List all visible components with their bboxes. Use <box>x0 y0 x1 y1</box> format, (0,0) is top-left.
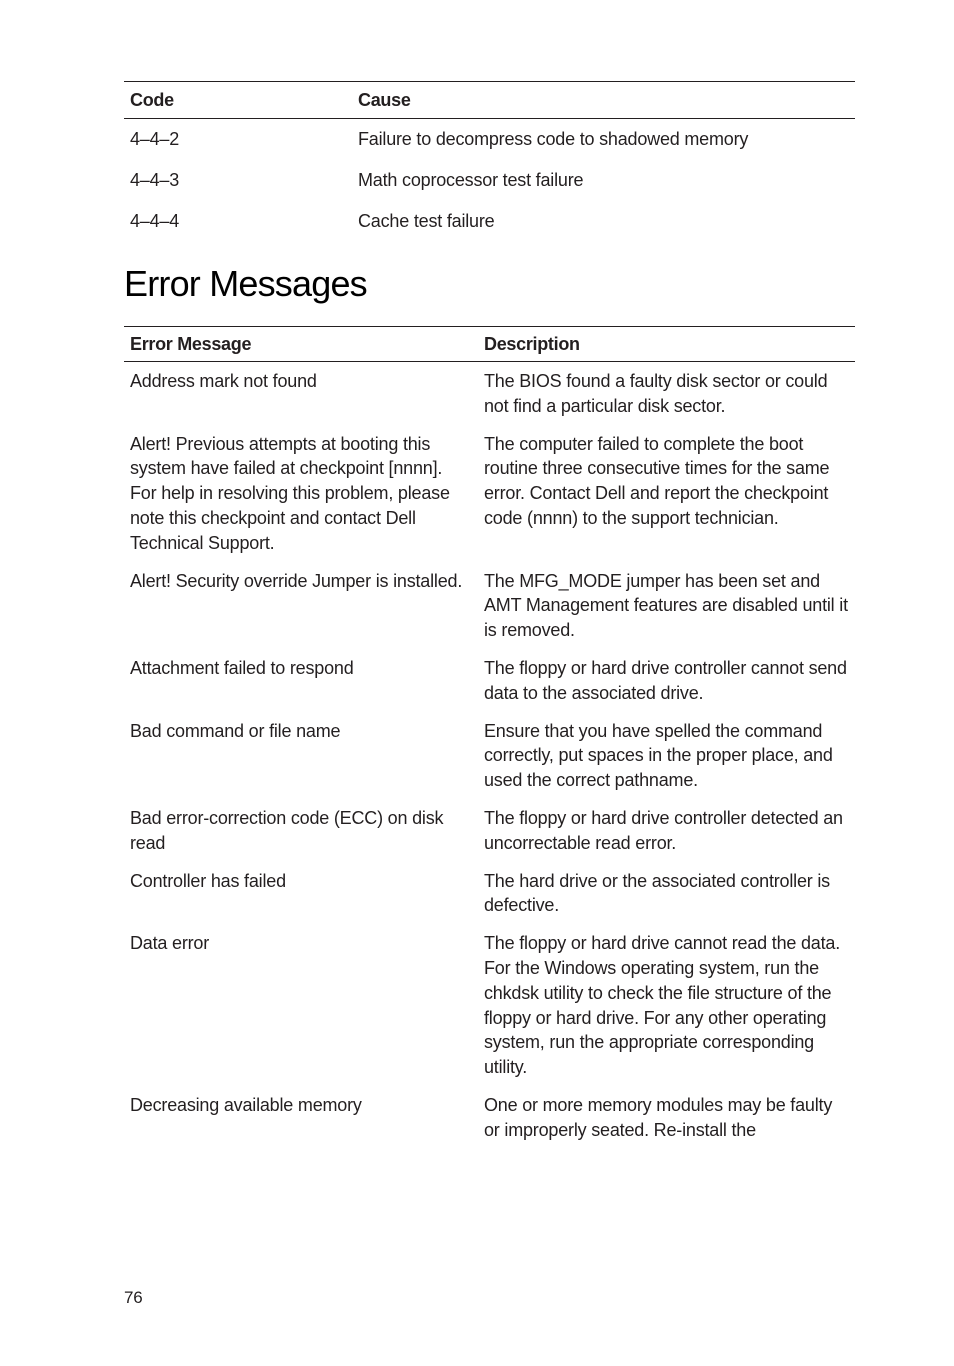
code-cell: 4–4–3 <box>130 170 180 190</box>
section-title: Error Messages <box>124 263 367 304</box>
page-content <box>124 81 855 1150</box>
table-row <box>124 160 855 201</box>
error-message-cell: Bad error-correction code (ECC) on disk read <box>130 807 444 853</box>
description-cell: The computer failed to complete the boot routine three consecutive times for the same error. Contact Dell and report the checkpoint code (nnnn) to the support technician. <box>484 433 830 528</box>
cause-cell: Cache test failure <box>358 211 495 231</box>
error-message-cell: Bad command or file name <box>130 720 341 741</box>
code-cell: 4–4–4 <box>130 211 180 231</box>
table-row <box>124 1087 855 1150</box>
page-number: 76 <box>124 1288 143 1307</box>
column-header-error-message: Error Message <box>124 327 478 362</box>
error-message-cell: Attachment failed to respond <box>130 657 354 678</box>
table-row <box>124 426 855 563</box>
description-cell: Ensure that you have spelled the command correctly, put spaces in the proper place, and used the correct pathname. <box>484 720 833 791</box>
error-message-cell: Data error <box>130 933 210 954</box>
table-row <box>124 201 855 242</box>
error-message-cell: Alert! Previous attempts at booting this system have failed at checkpoint [nnnn]. For help in resolving this problem, please note this checkpoint and contact Dell Technical Support. <box>130 433 450 553</box>
table-row <box>124 119 855 161</box>
code-cell: 4–4–2 <box>130 129 180 149</box>
cause-cell: Math coprocessor test failure <box>358 170 584 190</box>
table-row <box>124 863 855 926</box>
table-row <box>124 650 855 713</box>
column-header-description: Description <box>478 327 855 362</box>
description-cell: The floppy or hard drive cannot read the data. For the Windows operating system, run the chkdsk utility to check the file structure of the floppy or hard drive. For any other operating system, run the appropriate corresponding utility. <box>484 933 841 1078</box>
description-cell: The floppy or hard drive controller cannot send data to the associated drive. <box>484 657 847 703</box>
column-header-cause: Cause <box>352 82 855 119</box>
table-row <box>124 713 855 800</box>
error-message-cell: Decreasing available memory <box>130 1094 362 1115</box>
table-row <box>124 563 855 650</box>
error-messages-table <box>124 326 855 1150</box>
table-row <box>124 925 855 1087</box>
error-message-cell: Alert! Security override Jumper is installed. <box>130 570 463 591</box>
error-message-cell: Address mark not found <box>130 371 317 391</box>
error-message-cell: Controller has failed <box>130 870 286 891</box>
table-header-row <box>124 82 855 119</box>
column-header-code: Code <box>124 82 352 119</box>
table-row <box>124 362 855 426</box>
cause-cell: Failure to decompress code to shadowed memory <box>358 129 749 149</box>
description-cell: The MFG_MODE jumper has been set and AMT Management features are disabled until it is removed. <box>484 570 848 641</box>
code-cause-table <box>124 81 855 242</box>
description-cell: The floppy or hard drive controller detected an uncorrectable read error. <box>484 807 843 853</box>
description-cell: The BIOS found a faulty disk sector or could not find a particular disk sector. <box>484 371 828 416</box>
table-row <box>124 800 855 863</box>
description-cell: One or more memory modules may be faulty or improperly seated. Re-install the <box>484 1094 833 1140</box>
table-header-row <box>124 327 855 362</box>
description-cell: The hard drive or the associated controller is defective. <box>484 870 830 916</box>
